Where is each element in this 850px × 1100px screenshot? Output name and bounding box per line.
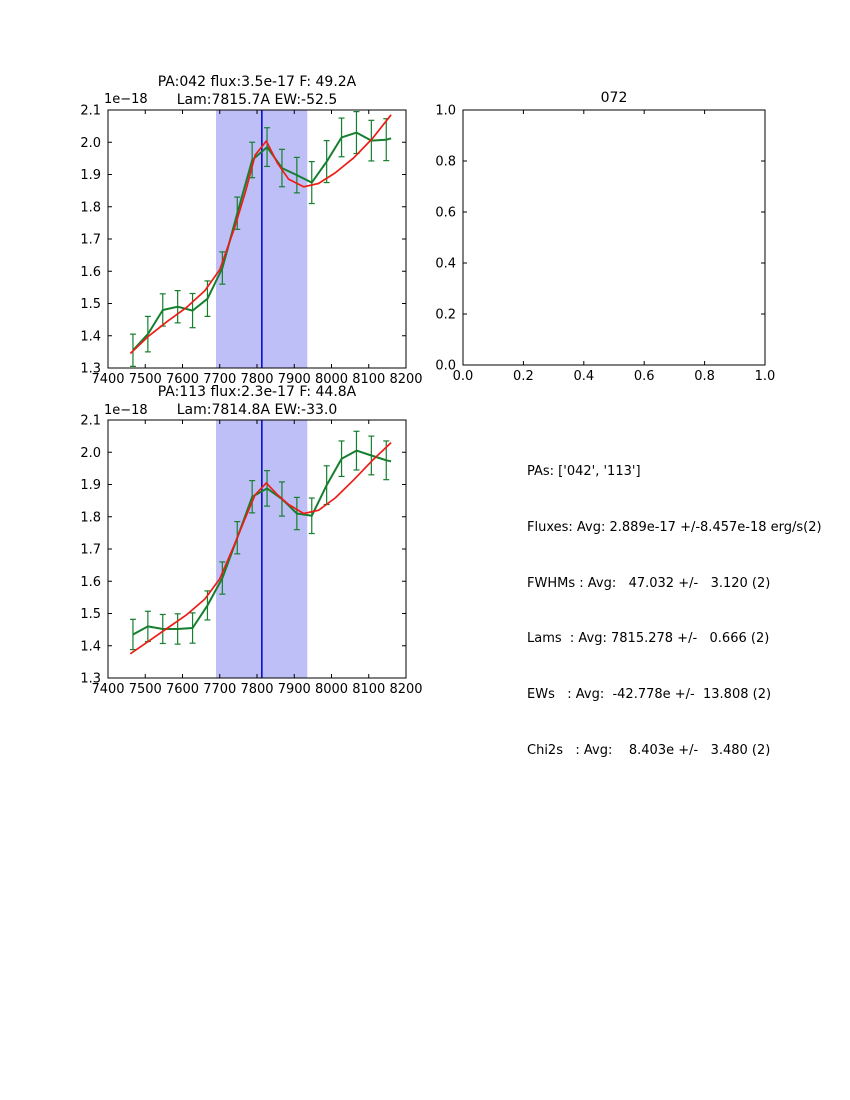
y-tick-label: 0.2 <box>435 307 456 323</box>
stat-chi2s: Chi2s : Avg: 8.403e +/- 3.480 (2) <box>527 742 771 758</box>
x-tick-label: 8100 <box>352 372 386 387</box>
y-tick-label: 0.8 <box>435 154 456 170</box>
y-tick-label: 2.0 <box>80 135 101 151</box>
y-tick-label: 1.8 <box>80 510 101 526</box>
y-tick-label: 0.4 <box>435 256 456 272</box>
y-tick-label: 0.0 <box>435 358 456 374</box>
x-tick-label: 0.2 <box>513 369 534 384</box>
y-tick-label: 1.6 <box>80 574 101 590</box>
y-tick-label: 1.6 <box>80 264 101 280</box>
y-tick-label: 1.9 <box>80 478 101 493</box>
axes-frame <box>463 110 765 365</box>
plot-pa113-title-line1: PA:113 flux:2.3e-17 F: 44.8A <box>157 384 357 400</box>
x-tick-label: 7400 <box>91 372 125 387</box>
spectrum-plot-pa113 <box>80 414 422 698</box>
y-tick-label: 1.5 <box>80 297 101 312</box>
spectrum-plot-pa042 <box>80 104 422 388</box>
x-tick-label: 0.0 <box>452 369 474 384</box>
x-tick-label: 7700 <box>203 682 237 697</box>
stat-ews: EWs : Avg: -42.778e +/- 13.808 (2) <box>527 687 772 703</box>
x-tick-label: 1.0 <box>754 369 776 384</box>
y-tick-label: 2.1 <box>80 103 101 119</box>
x-tick-label: 7800 <box>240 372 274 387</box>
y-tick-label: 1.7 <box>80 232 101 248</box>
x-tick-label: 7900 <box>277 372 311 387</box>
y-tick-label: 1.4 <box>80 329 101 345</box>
x-tick-label: 0.4 <box>573 369 595 384</box>
x-tick-label: 7600 <box>165 682 200 697</box>
x-tick-label: 8000 <box>314 682 349 697</box>
x-tick-label: 0.6 <box>633 369 655 384</box>
y-tick-label: 1.5 <box>80 607 101 622</box>
plot-072-title: 072 <box>600 90 628 106</box>
empty-plot-072 <box>435 104 775 385</box>
plot-pa042-title <box>108 73 406 109</box>
stat-lams: Lams : Avg: 7815.278 +/- 0.666 (2) <box>527 631 770 647</box>
x-tick-label: 8200 <box>389 682 423 697</box>
plot-pa113-title <box>108 383 406 419</box>
x-tick-label: 7500 <box>128 682 162 697</box>
plot-pa042-title-line1: PA:042 flux:3.5e-17 F: 49.2A <box>157 74 357 90</box>
y-tick-label: 2.1 <box>80 413 101 429</box>
plot-pa113-yaxis-offset: 1e−18 <box>104 403 148 418</box>
y-tick-label: 0.6 <box>435 205 456 221</box>
y-tick-label: 1.3 <box>80 361 101 377</box>
y-tick-label: 2.0 <box>80 445 101 461</box>
x-tick-label: 7700 <box>203 372 237 387</box>
stat-fluxes: Fluxes: Avg: 2.889e-17 +/-8.457e-18 erg/s(2) <box>527 519 822 535</box>
x-tick-label: 0.8 <box>694 369 715 384</box>
y-tick-label: 1.7 <box>80 542 101 558</box>
stat-pas: PAs: ['042', '113'] <box>527 464 641 479</box>
x-tick-label: 8000 <box>314 372 349 387</box>
x-tick-label: 7900 <box>277 682 311 697</box>
x-tick-label: 7400 <box>91 682 125 697</box>
plot-pa042-yaxis-offset: 1e−18 <box>104 92 148 107</box>
x-tick-label: 8100 <box>352 682 386 697</box>
x-tick-label: 7800 <box>240 682 274 697</box>
y-tick-label: 1.0 <box>435 103 456 119</box>
stats-panel <box>527 429 822 794</box>
y-tick-label: 1.3 <box>80 671 101 687</box>
plot-pa042-title-line2: Lam:7815.7A EW:-52.5 <box>176 92 338 108</box>
x-tick-label: 7500 <box>128 372 162 387</box>
plot-pa113-title-line2: Lam:7814.8A EW:-33.0 <box>176 402 338 418</box>
y-tick-label: 1.4 <box>80 639 101 655</box>
x-tick-label: 8200 <box>389 372 423 387</box>
y-tick-label: 1.9 <box>80 168 101 183</box>
y-tick-label: 1.8 <box>80 200 101 216</box>
x-tick-label: 7600 <box>165 372 200 387</box>
stat-fwhms: FWHMs : Avg: 47.032 +/- 3.120 (2) <box>527 575 771 591</box>
